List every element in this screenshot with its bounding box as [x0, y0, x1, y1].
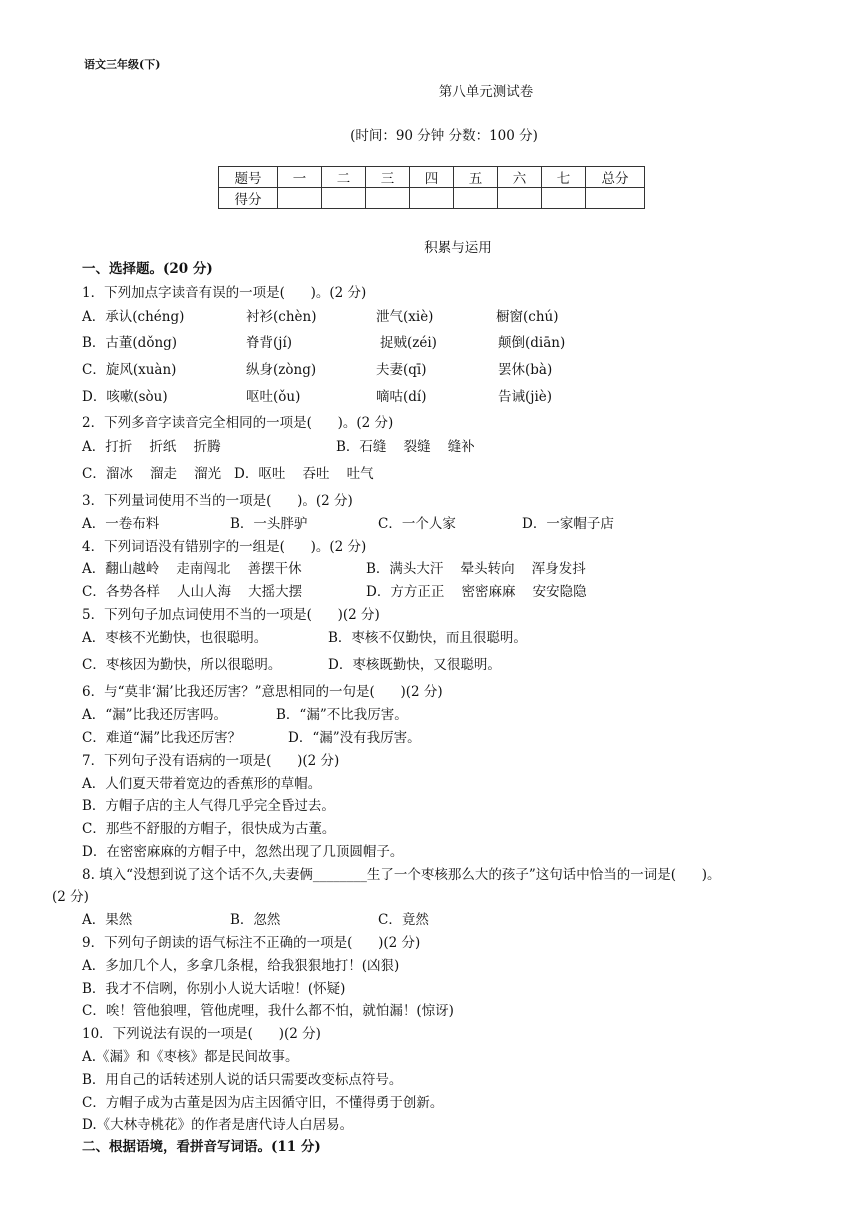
q4-option: C．各势各样 人山人海 大摇大摆	[82, 584, 303, 600]
q7-option: C．那些不舒服的方帽子，很快成为古董。	[82, 821, 336, 837]
q5-option: C．枣核因为勤快，所以很聪明。	[82, 657, 282, 673]
section-heading: 积累与运用	[424, 240, 492, 256]
q6-option: B．“漏”不比我厉害。	[276, 707, 408, 723]
score-cell: 得分	[219, 188, 278, 209]
q1-option: 呕吐(ǒu)	[246, 389, 301, 405]
q6-option: C．难道“漏”比我还厉害？	[82, 730, 242, 746]
q1-option: C．旋风(xuàn)	[82, 362, 177, 378]
q8-option: A．果然	[82, 912, 133, 928]
score-blank[interactable]	[366, 188, 410, 209]
q10-option: A.《漏》和《枣核》都是民间故事。	[82, 1049, 299, 1065]
score-cell: 二	[322, 167, 366, 188]
q1-stem: 1．下列加点字读音有误的一项是( )。(2 分)	[82, 285, 367, 301]
q1-option: 夫妻(qī)	[376, 362, 427, 378]
score-cell: 五	[454, 167, 498, 188]
q7-stem: 7．下列句子没有语病的一项是( )(2 分)	[82, 753, 340, 769]
q5-option: A．枣核不光勤快，也很聪明。	[82, 630, 268, 646]
q4-stem: 4．下列词语没有错别字的一组是( )。(2 分)	[82, 539, 367, 555]
score-cell: 七	[542, 167, 586, 188]
score-cell: 一	[278, 167, 322, 188]
q4-option: A．翻山越岭 走南闯北 善摆干休	[82, 561, 302, 577]
q4-option: B．满头大汗 晕头转向 浑身发抖	[366, 561, 586, 577]
q9-option: C．唉！管他狼哩，管他虎哩，我什么都不怕，就怕漏！(惊讶)	[82, 1003, 454, 1019]
q9-option: B．我才不信咧，你别小人说大话啦！(怀疑)	[82, 981, 346, 997]
time-score-info: (时间：90 分钟 分数：100 分)	[350, 128, 538, 144]
q7-option: A．人们夏天带着宽边的香蕉形的草帽。	[82, 776, 322, 792]
q1-option: 衬衫(chèn)	[246, 309, 317, 325]
q2-option: A．打折 折纸 折腾	[82, 439, 221, 455]
q7-option: D．在密密麻麻的方帽子中，忽然出现了几顶圆帽子。	[82, 844, 404, 860]
score-blank[interactable]	[498, 188, 542, 209]
score-cell: 总分	[586, 167, 645, 188]
q10-stem: 10．下列说法有误的一项是( )(2 分)	[82, 1026, 321, 1042]
q9-stem: 9．下列句子朗读的语气标注不正确的一项是( )(2 分)	[82, 935, 421, 951]
q6-option: D．“漏”没有我厉害。	[288, 730, 421, 746]
q8-option: B．忽然	[230, 912, 281, 928]
score-blank[interactable]	[454, 188, 498, 209]
part1-title: 一、选择题。(20 分)	[82, 261, 213, 277]
score-blank[interactable]	[322, 188, 366, 209]
score-cell: 六	[498, 167, 542, 188]
q2-stem: 2．下列多音字读音完全相同的一项是( )。(2 分)	[82, 415, 394, 431]
grade-label: 语文三年级(下)	[84, 58, 161, 71]
score-cell: 三	[366, 167, 410, 188]
q10-option: C．方帽子成为古董是因为店主因循守旧，不懂得勇于创新。	[82, 1095, 444, 1111]
q3-stem: 3．下列量词使用不当的一项是( )。(2 分)	[82, 493, 353, 509]
q3-option: B．一头胖驴	[230, 516, 308, 532]
score-blank[interactable]	[410, 188, 454, 209]
q1-option: 橱窗(chú)	[496, 309, 559, 325]
q1-option: D．咳嗽(sòu)	[82, 389, 168, 405]
q10-option: D.《大林寺桃花》的作者是唐代诗人白居易。	[82, 1117, 354, 1133]
q2-option: B．石缝 裂缝 缝补	[336, 439, 475, 455]
score-blank[interactable]	[278, 188, 322, 209]
score-table-score-row	[219, 188, 645, 209]
q1-option: 嘀咕(dí)	[376, 389, 427, 405]
q6-option: A．“漏”比我还厉害吗。	[82, 707, 228, 723]
q5-stem: 5．下列句子加点词使用不当的一项是( )(2 分)	[82, 607, 380, 623]
q1-option: 颠倒(diān)	[498, 335, 566, 351]
q1-option: 脊背(jí)	[246, 335, 293, 351]
q1-option: A．承认(chéng)	[82, 309, 185, 325]
q5-option: B．枣核不仅勤快，而且很聪明。	[328, 630, 527, 646]
q3-option: C．一个人家	[378, 516, 456, 532]
page-title: 第八单元测试卷	[438, 84, 534, 100]
part2-title: 二、根据语境，看拼音写词语。(11 分)	[82, 1139, 321, 1155]
score-cell: 题号	[219, 167, 278, 188]
q5-option: D．枣核既勤快，又很聪明。	[328, 657, 501, 673]
score-blank[interactable]	[586, 188, 645, 209]
q10-option: B．用自己的话转述别人说的话只需要改变标点符号。	[82, 1072, 403, 1088]
q4-option: D．方方正正 密密麻麻 安安隐隐	[366, 584, 587, 600]
q1-option: 罢休(bà)	[498, 362, 553, 378]
q8-stem-cont: (2 分)	[52, 889, 89, 905]
q1-option: 告诫(jiè)	[498, 389, 553, 405]
score-blank[interactable]	[542, 188, 586, 209]
q2-option: C．溜冰 溜走 溜光 D．呕吐 吞吐 吐气	[82, 466, 374, 482]
score-table-header-row	[219, 167, 645, 188]
q8-option: C．竟然	[378, 912, 429, 928]
q9-option: A．多加几个人，多拿几条棍，给我狠狠地打！(凶狠)	[82, 958, 400, 974]
score-table	[218, 166, 645, 209]
q1-option: 纵身(zòng)	[246, 362, 317, 378]
q8-stem: 8. 填入“没想到说了这个话不久,夫妻俩________生了一个枣核那么大的孩子”这句话中恰当的一词是( )。	[82, 867, 721, 883]
q7-option: B．方帽子店的主人气得几乎完全昏过去。	[82, 798, 335, 814]
q6-stem: 6．与“莫非‘漏’比我还厉害？”意思相同的一句是( )(2 分)	[82, 684, 443, 700]
q3-option: A．一卷布料	[82, 516, 160, 532]
q1-option: B．古董(dǒng)	[82, 335, 178, 351]
q1-option: 泄气(xiè)	[376, 309, 434, 325]
score-cell: 四	[410, 167, 454, 188]
q1-option: 捉贼(zéi)	[380, 335, 437, 351]
q3-option: D．一家帽子店	[522, 516, 614, 532]
